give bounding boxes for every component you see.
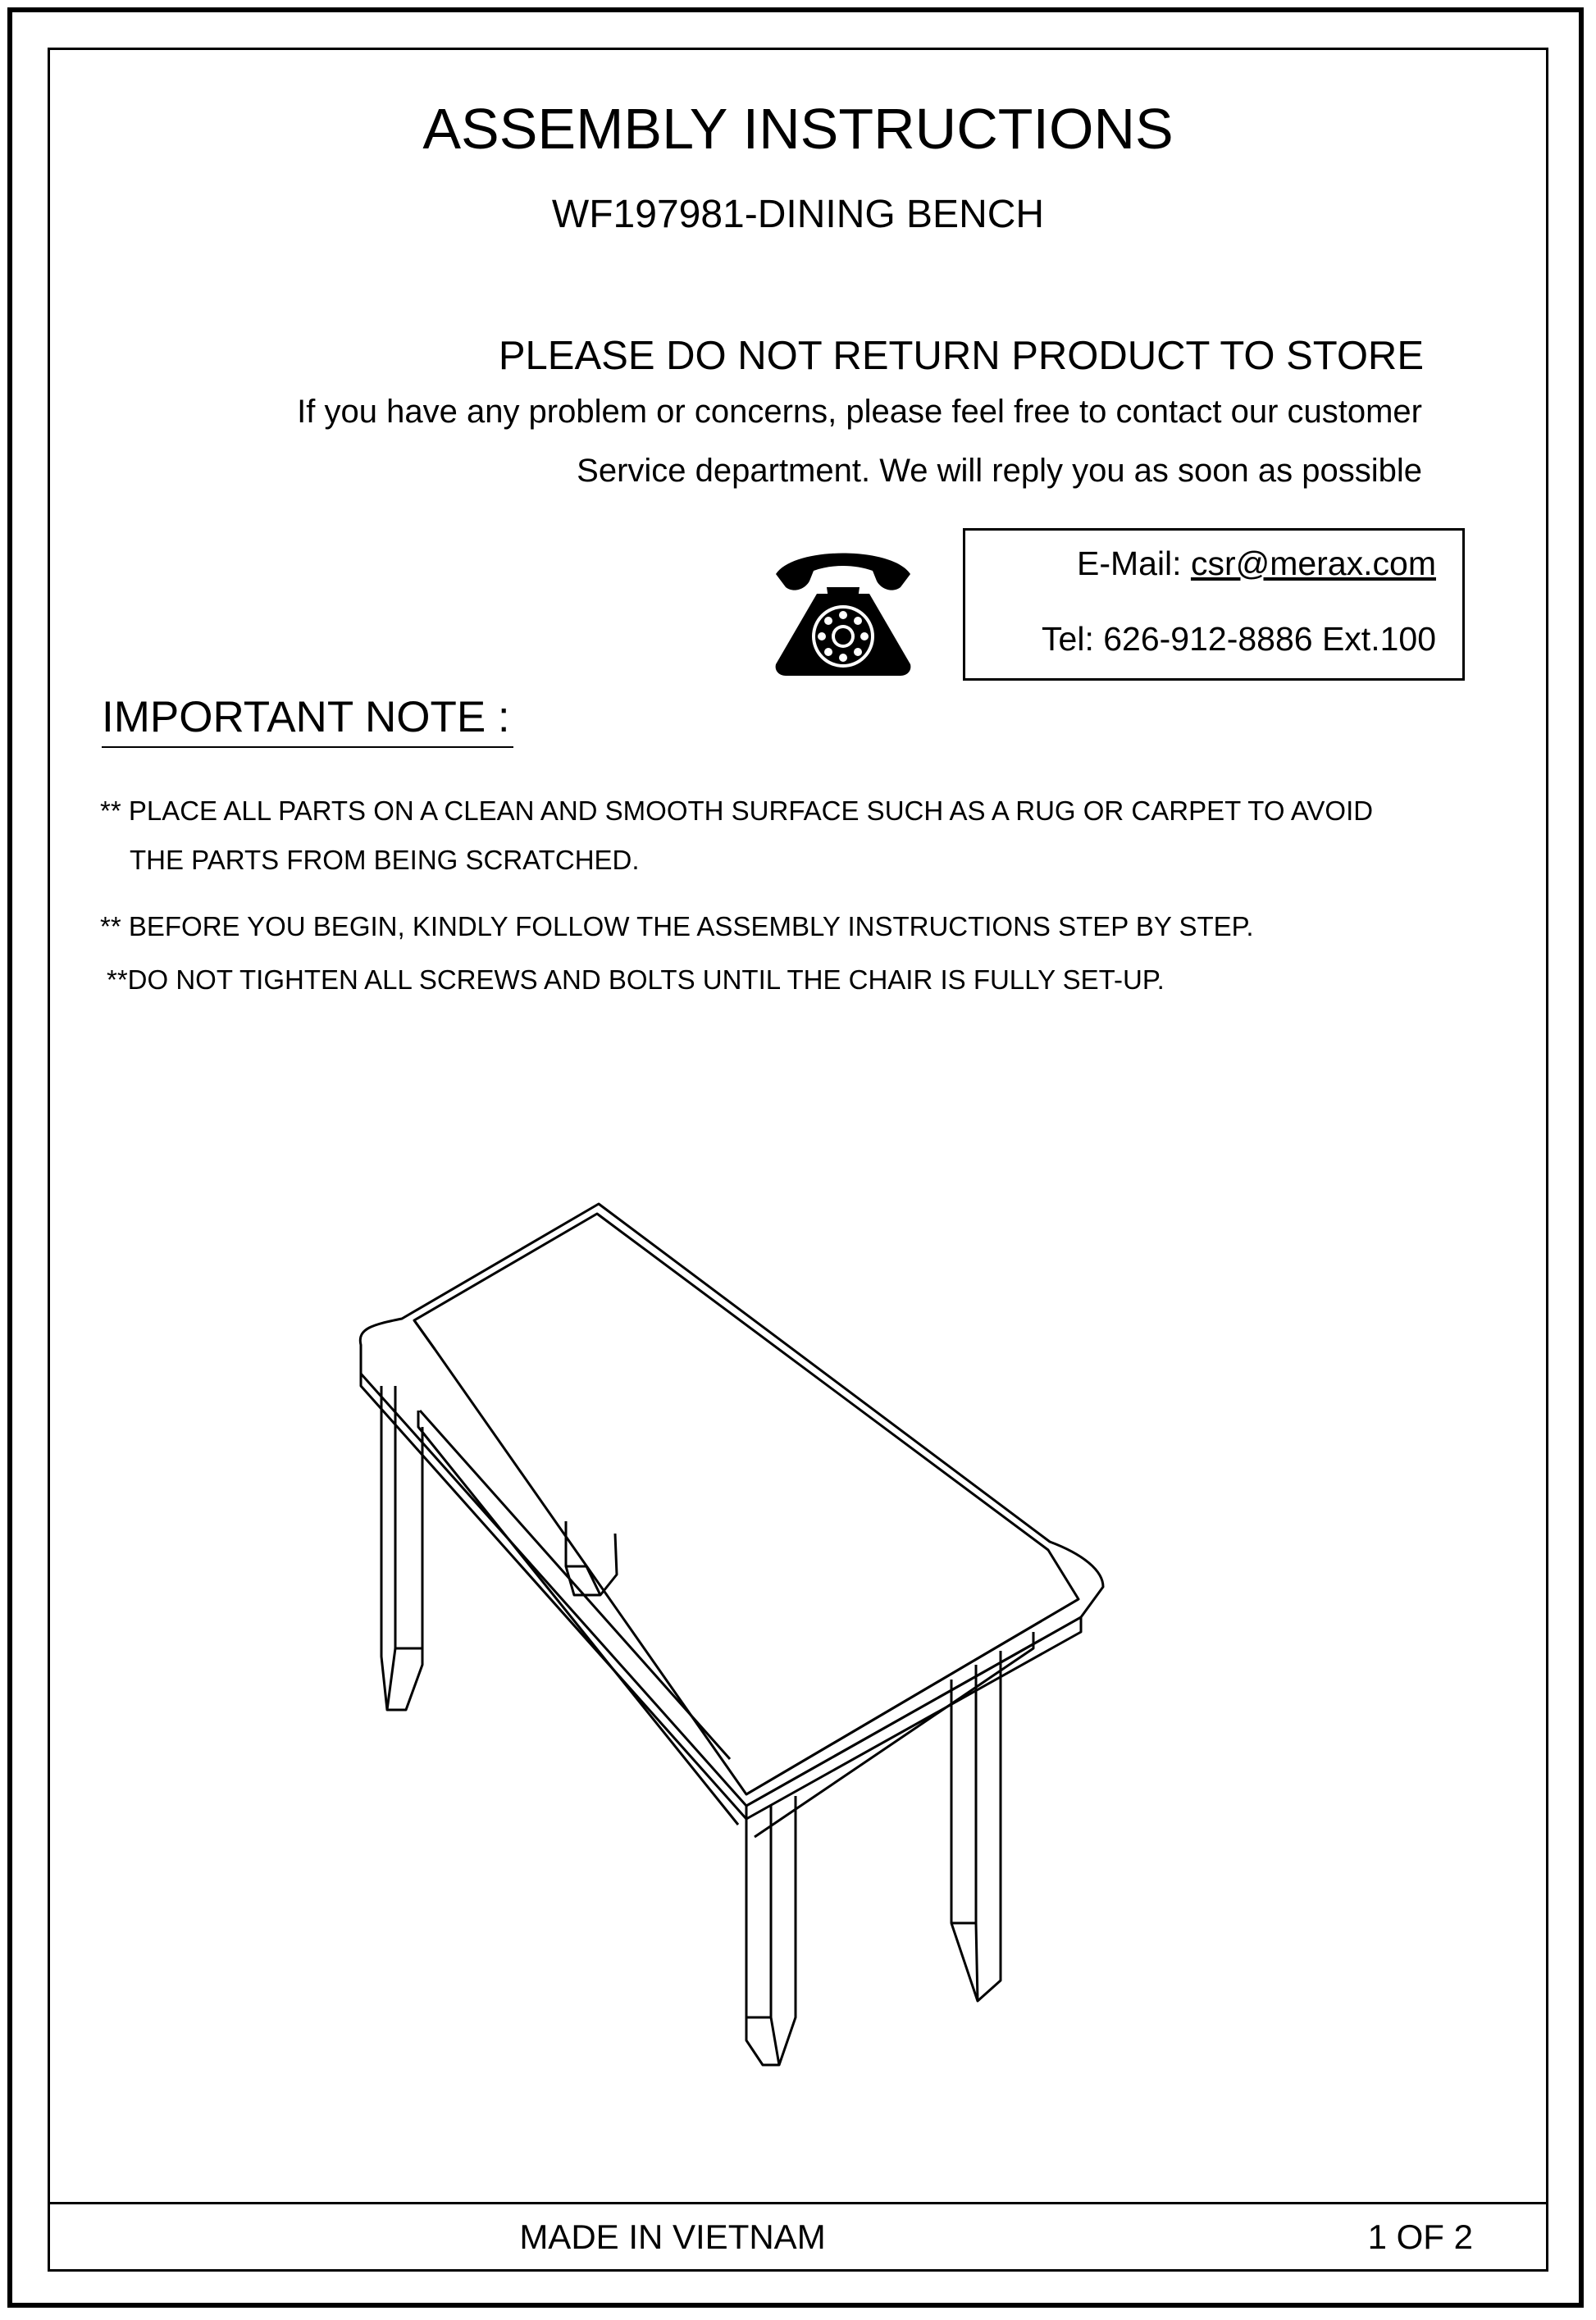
email-line [1077, 540, 1436, 586]
email-link[interactable]: csr@merax.com [1190, 545, 1436, 582]
made-in-label: MADE IN VIETNAM [519, 2217, 826, 2256]
contact-info-box [963, 528, 1465, 681]
phone-number: Tel: 626-912-8886 Ext.100 [1042, 620, 1436, 658]
footer-divider [48, 2202, 1548, 2204]
note-place-parts: ** PLACE ALL PARTS ON A CLEAN AND SMOOTH SURFACE SUCH AS A RUG OR CARPET TO AVOID [100, 795, 1374, 826]
telephone-icon [769, 540, 917, 679]
bench-illustration [344, 1189, 1255, 2067]
note-do-not-tighten: **DO NOT TIGHTEN ALL SCREWS AND BOLTS UNTIL THE CHAIR IS FULLY SET-UP. [107, 964, 1165, 995]
return-notice-heading: PLEASE DO NOT RETURN PRODUCT TO STORE [498, 334, 1424, 378]
page-title: ASSEMBLY INSTRUCTIONS [422, 97, 1174, 161]
page-number: 1 OF 2 [1367, 2217, 1473, 2256]
return-notice-line-1: If you have any problem or concerns, please feel free to contact our customer [297, 394, 1422, 430]
note-follow-steps: ** BEFORE YOU BEGIN, KINDLY FOLLOW THE ASSEMBLY INSTRUCTIONS STEP BY STEP. [100, 911, 1254, 941]
email-label: E-Mail: [1076, 545, 1191, 582]
product-model: WF197981-DINING BENCH [551, 193, 1045, 236]
important-note-heading: IMPORTANT NOTE : [102, 689, 513, 748]
note-place-parts-continued: THE PARTS FROM BEING SCRATCHED. [130, 845, 640, 875]
return-notice-line-2: Service department. We will reply you as soon as possible [577, 453, 1422, 489]
